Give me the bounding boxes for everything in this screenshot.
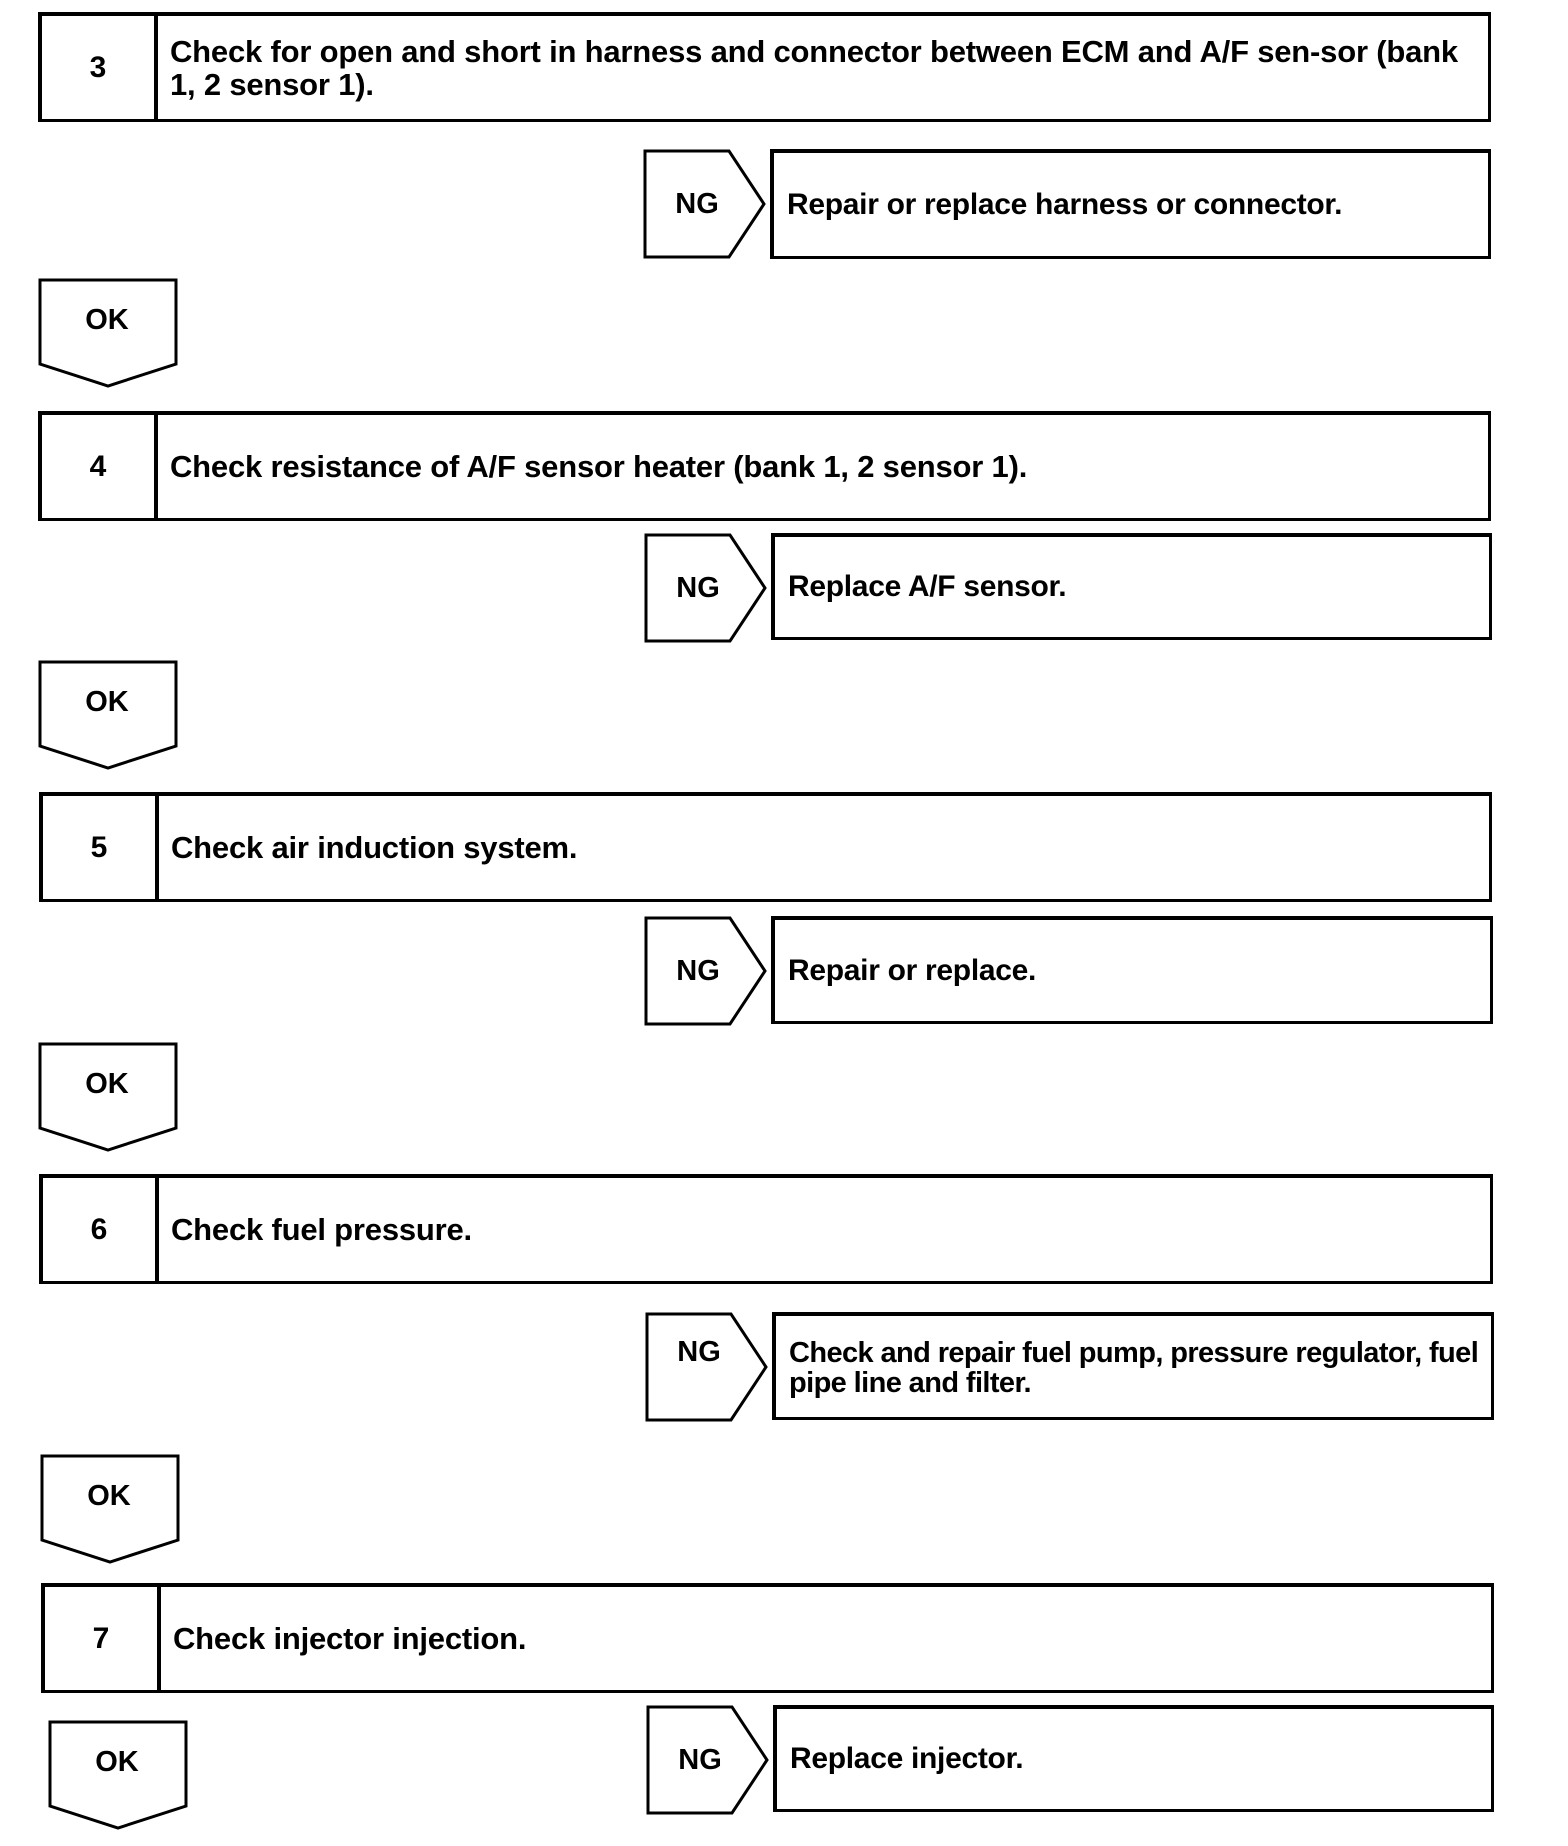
- step-number: 7: [45, 1587, 161, 1690]
- ng-arrow-tag: [643, 149, 768, 259]
- step-7-box: [41, 1583, 1494, 1693]
- ng-arrow-tag: [646, 1705, 771, 1815]
- ok-label: OK: [95, 1746, 139, 1778]
- ok-arrow-tag: [38, 1042, 180, 1152]
- ok-arrow-tag: [40, 1454, 182, 1564]
- ng-result-text: Check and repair fuel pump, pressure regulator, fuel pipe line and filter.: [789, 1337, 1479, 1399]
- step-5-box: [39, 792, 1492, 902]
- step-4-box: [38, 411, 1491, 521]
- ok-arrow-tag: [38, 660, 180, 770]
- step-text: Check fuel pressure.: [171, 1212, 472, 1247]
- ng-arrow-tag: [645, 1312, 770, 1422]
- ng-arrow-tag: [644, 533, 769, 643]
- step-text: Check injector injection.: [173, 1621, 527, 1656]
- ng-label: NG: [677, 1336, 721, 1368]
- ok-arrow-tag: [38, 278, 180, 388]
- ng-result-box: Repair or replace harness or connector.: [770, 149, 1491, 259]
- ok-label: OK: [85, 304, 129, 336]
- ok-label: OK: [85, 1068, 129, 1100]
- step-number: 3: [42, 16, 158, 119]
- ok-arrow-tag: [48, 1720, 190, 1830]
- ng-label: NG: [676, 571, 720, 604]
- step-number: 4: [42, 415, 158, 518]
- step-number: 6: [43, 1178, 159, 1281]
- ng-result-box: [772, 1312, 1494, 1420]
- step-text: [170, 16, 1458, 119]
- ok-label: OK: [87, 1480, 131, 1512]
- step-6-box: [39, 1174, 1493, 1284]
- step-3-box: [38, 12, 1491, 122]
- ng-label: NG: [678, 1743, 722, 1776]
- ng-label: NG: [675, 187, 719, 220]
- ng-result-box: Replace A/F sensor.: [771, 533, 1492, 640]
- ng-result-box: Repair or replace.: [771, 916, 1493, 1024]
- ng-result-box: Replace injector.: [773, 1705, 1494, 1812]
- step-number: 5: [43, 796, 159, 899]
- ng-arrow-tag: [644, 916, 769, 1026]
- step-text: Check resistance of A/F sensor heater (bank 1, 2 sensor 1).: [170, 449, 1028, 484]
- step-text: Check air induction system.: [171, 830, 578, 865]
- ok-label: OK: [85, 686, 129, 718]
- ng-label: NG: [676, 954, 720, 987]
- step-3-text: Check for open and short in harness and connector between ECM and A/F sen-sor (bank 1, 2 sensor 1).: [170, 33, 1458, 102]
